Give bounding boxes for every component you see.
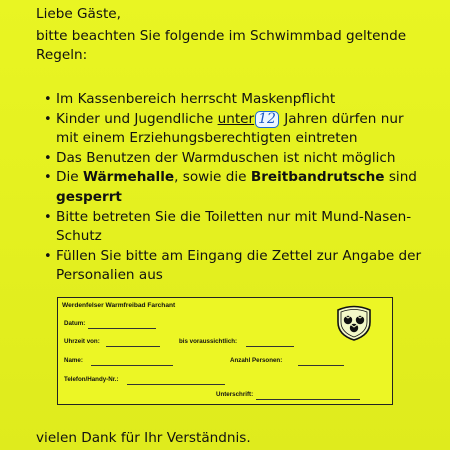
rule-text-bold: Breitbandrutsche <box>250 169 385 186</box>
form-label-anzahl: Anzahl Personen: <box>230 357 283 364</box>
telefon-field[interactable] <box>127 384 225 385</box>
rule-text: Im Kassenbereich herrscht Maskenpflicht <box>56 91 336 107</box>
rule-text: mit einem Erziehungsberechtigten eintreten <box>56 130 358 147</box>
rules-list <box>44 90 444 286</box>
form-label-bis: bis voraussichtlich: <box>179 338 238 345</box>
rule-text: Füllen Sie bitte am Eingang die Zettel zur Angabe der <box>56 247 422 264</box>
greeting: Liebe Gäste, <box>36 6 121 22</box>
rule-text: Jahren dürfen nur <box>279 110 404 127</box>
name-field[interactable] <box>91 365 173 366</box>
thanks-line: vielen Dank für Ihr Verständnis. <box>36 430 251 446</box>
intro-line-2: Regeln: <box>36 47 88 63</box>
form-label-unterschrift: Unterschrift: <box>216 391 254 398</box>
form-title: Werdenfelser Warmfreibad Farchant <box>62 302 176 309</box>
rule-showers <box>44 149 444 169</box>
rule-text: Schutz <box>56 228 102 245</box>
datum-field[interactable] <box>88 328 156 329</box>
rule-toilets <box>44 208 444 247</box>
form-label-name: Name: <box>64 357 83 364</box>
form-label-telefon: Telefon/Handy-Nr.: <box>64 376 119 383</box>
anzahl-field[interactable] <box>298 365 344 366</box>
intro-line-1: bitte beachten Sie folgende im Schwimmbad geltende <box>36 28 407 44</box>
coat-of-arms-icon <box>334 302 374 342</box>
rule-text-bold: gesperrt <box>56 188 122 205</box>
bullet-icon: • <box>44 209 52 225</box>
registration-form-slip <box>57 297 393 405</box>
form-label-uhrzeit: Uhrzeit von: <box>64 338 100 345</box>
uhrzeit-von-field[interactable] <box>106 346 160 347</box>
rule-text: Das Benutzen der Warmduschen ist nicht möglich <box>56 149 396 166</box>
rule-text: Die <box>56 169 83 186</box>
rule-personal-data <box>44 247 444 286</box>
rule-children <box>44 110 444 149</box>
bullet-icon: • <box>44 248 52 264</box>
bullet-icon: • <box>44 150 52 166</box>
rule-closed-areas <box>44 168 444 207</box>
bullet-icon: • <box>44 170 52 186</box>
rule-text: Bitte betreten Sie die Toiletten nur mit Mund-Nasen- <box>56 208 412 225</box>
rule-text-underlined: unter <box>217 110 255 127</box>
rule-text: Personalien aus <box>56 267 163 284</box>
rule-text: Kinder und Jugendliche <box>56 110 218 127</box>
uhrzeit-bis-field[interactable] <box>246 346 294 347</box>
rule-text: sind <box>384 169 417 186</box>
rule-text: , sowie die <box>174 169 251 186</box>
bullet-icon: • <box>44 111 52 127</box>
bullet-icon: • <box>44 92 52 107</box>
unterschrift-field[interactable] <box>256 399 360 400</box>
rule-mask <box>44 90 444 110</box>
form-label-datum: Datum: <box>64 320 86 327</box>
rule-text-bold: Wärmehalle <box>82 169 175 186</box>
handwritten-age: 12 <box>255 111 279 128</box>
